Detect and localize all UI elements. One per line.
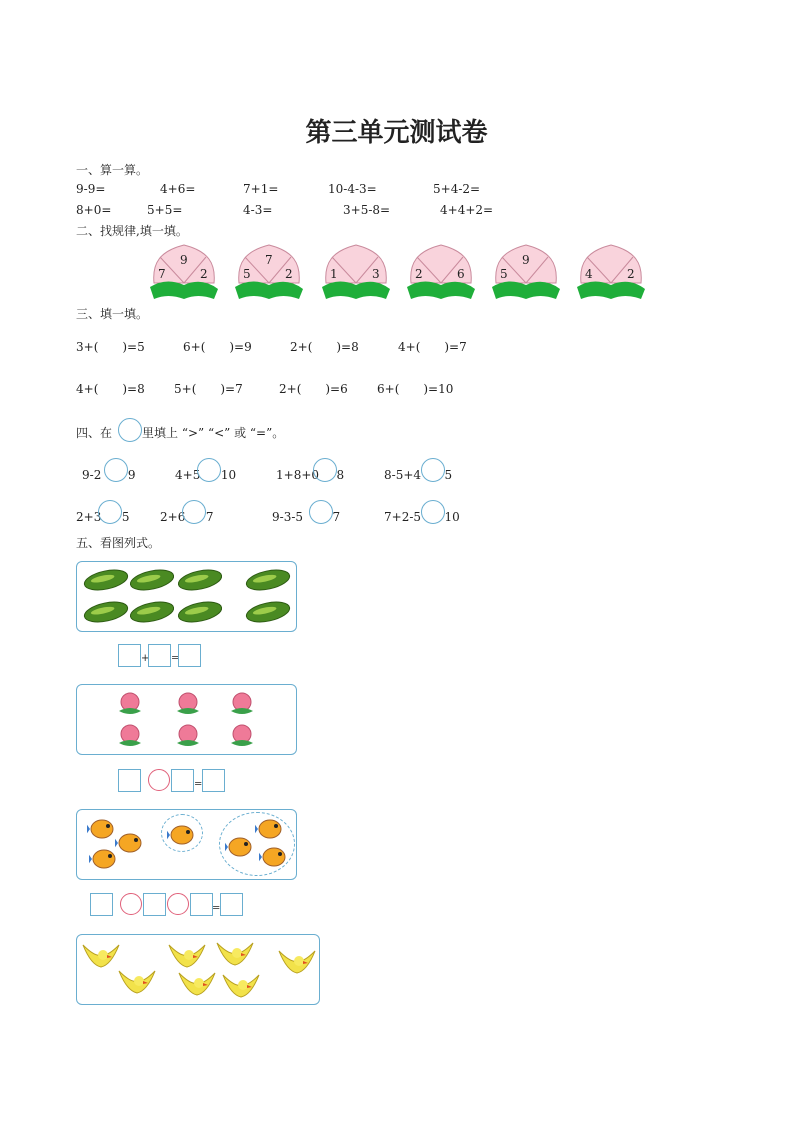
peach-number-right: 2 xyxy=(200,267,208,281)
fill-problem[interactable]: 4+( )=8 xyxy=(76,382,145,396)
compare-right: 7 xyxy=(332,510,341,524)
answer-box[interactable] xyxy=(118,644,141,667)
page-title: 第三单元测试卷 xyxy=(305,118,488,148)
fill-problem[interactable]: 3+( )=5 xyxy=(76,340,145,354)
peach-number-left: 7 xyxy=(158,267,166,281)
section-4-heading-a: 四、在 xyxy=(76,426,113,440)
problem: 5+5= xyxy=(147,203,183,217)
compare-circle[interactable] xyxy=(182,500,206,524)
answer-box[interactable] xyxy=(143,893,166,916)
answer-circle-icon xyxy=(118,418,142,442)
section-5-heading: 五、看图列式。 xyxy=(76,536,161,550)
bird-icon xyxy=(177,967,217,1004)
peach-card xyxy=(233,243,305,303)
peach-number-right: 6 xyxy=(457,267,465,281)
plus-sign: + xyxy=(141,653,150,664)
answer-box[interactable] xyxy=(190,893,213,916)
fill-problem[interactable]: 2+( )=8 xyxy=(290,340,359,354)
answer-box[interactable] xyxy=(90,893,113,916)
answer-box[interactable] xyxy=(118,769,141,792)
fill-problem[interactable]: 5+( )=7 xyxy=(174,382,243,396)
answer-box[interactable] xyxy=(148,644,171,667)
compare-right: 10 xyxy=(220,468,237,482)
peach-card xyxy=(148,243,220,303)
problem: 7+1= xyxy=(243,182,279,196)
compare-left: 9-2 xyxy=(82,468,102,482)
cucumber-icon xyxy=(129,568,175,595)
problem: 3+5-8= xyxy=(343,203,391,217)
answer-box[interactable] xyxy=(178,644,201,667)
equals-sign: = xyxy=(212,903,221,914)
equals-sign: = xyxy=(171,653,180,664)
peach-number-right: 2 xyxy=(285,267,293,281)
peach-number-right: 3 xyxy=(372,267,380,281)
operator-circle[interactable] xyxy=(148,769,170,791)
peach-icon xyxy=(117,723,143,752)
compare-left: 1+8+0 xyxy=(276,468,320,482)
fill-problem[interactable]: 4+( )=7 xyxy=(398,340,467,354)
picture-box-peaches xyxy=(76,684,297,755)
cucumber-icon xyxy=(245,600,291,627)
fill-problem[interactable]: 2+( )=6 xyxy=(279,382,348,396)
compare-right: 7 xyxy=(205,510,214,524)
compare-right: 9 xyxy=(127,468,136,482)
peach-number-top: 9 xyxy=(180,253,188,267)
problem: 9-9= xyxy=(76,182,106,196)
picture-box-birds xyxy=(76,934,320,1005)
bird-icon xyxy=(81,939,121,976)
compare-right: 8 xyxy=(336,468,345,482)
answer-box[interactable] xyxy=(220,893,243,916)
bird-icon xyxy=(277,945,317,982)
peach-number-left: 5 xyxy=(243,267,251,281)
problem: 4+6= xyxy=(160,182,196,196)
section-2-heading: 二、找规律,填一填。 xyxy=(76,224,188,238)
fill-problem[interactable]: 6+( )=10 xyxy=(377,382,454,396)
compare-circle[interactable] xyxy=(98,500,122,524)
compare-circle[interactable] xyxy=(197,458,221,482)
peach-card xyxy=(575,243,647,303)
compare-circle[interactable] xyxy=(104,458,128,482)
peach-number-left: 5 xyxy=(500,267,508,281)
compare-circle[interactable] xyxy=(421,500,445,524)
fish-icon xyxy=(115,830,145,859)
peach-card xyxy=(405,243,477,303)
operator-circle[interactable] xyxy=(120,893,142,915)
cucumber-icon xyxy=(83,600,129,627)
cucumber-icon xyxy=(129,600,175,627)
compare-circle[interactable] xyxy=(313,458,337,482)
cucumber-icon xyxy=(177,600,223,627)
picture-box-cucumbers xyxy=(76,561,297,632)
compare-left: 8-5+4 xyxy=(384,468,422,482)
compare-circle[interactable] xyxy=(421,458,445,482)
compare-circle[interactable] xyxy=(309,500,333,524)
problem: 10-4-3= xyxy=(328,182,377,196)
bird-icon xyxy=(221,969,261,1006)
peach-number-top: 9 xyxy=(522,253,530,267)
compare-left: 2+3 xyxy=(76,510,102,524)
peach-icon xyxy=(229,691,255,720)
compare-left: 4+5 xyxy=(175,468,201,482)
compare-right: 5 xyxy=(444,468,453,482)
peach-icon xyxy=(229,723,255,752)
compare-right: 5 xyxy=(121,510,130,524)
compare-left: 7+2-5 xyxy=(384,510,422,524)
picture-box-fish xyxy=(76,809,297,880)
fish-icon xyxy=(87,816,117,845)
cucumber-icon xyxy=(83,568,129,595)
cucumber-icon xyxy=(245,568,291,595)
peach-card xyxy=(490,243,562,303)
peach-number-top: 7 xyxy=(265,253,273,267)
problem: 5+4-2= xyxy=(433,182,481,196)
dashed-group-circle xyxy=(219,812,295,876)
peach-number-right: 2 xyxy=(627,267,635,281)
cucumber-icon xyxy=(177,568,223,595)
section-3-heading: 三、填一填。 xyxy=(76,307,149,321)
fish-icon xyxy=(89,846,119,875)
peach-icon xyxy=(175,723,201,752)
answer-box[interactable] xyxy=(202,769,225,792)
compare-left: 9-3-5 xyxy=(272,510,304,524)
peach-icon xyxy=(117,691,143,720)
peach-icon xyxy=(175,691,201,720)
peach-number-left: 1 xyxy=(330,267,338,281)
answer-box[interactable] xyxy=(171,769,194,792)
bird-icon xyxy=(117,965,157,1002)
problem: 8+0= xyxy=(76,203,112,217)
operator-circle[interactable] xyxy=(167,893,189,915)
problem: 4-3= xyxy=(243,203,273,217)
compare-right: 10 xyxy=(444,510,460,524)
fill-problem[interactable]: 6+( )=9 xyxy=(183,340,252,354)
compare-left: 2+6 xyxy=(160,510,186,524)
problem: 4+4+2= xyxy=(440,203,494,217)
section-1-heading: 一、算一算。 xyxy=(76,163,149,177)
equals-sign: = xyxy=(194,779,203,790)
peach-number-left: 4 xyxy=(585,267,593,281)
peach-card xyxy=(320,243,392,303)
peach-number-left: 2 xyxy=(415,267,423,281)
dashed-group-circle xyxy=(161,814,203,852)
section-4-heading-b: 里填上 “>” “<” 或 “=”。 xyxy=(142,426,285,440)
